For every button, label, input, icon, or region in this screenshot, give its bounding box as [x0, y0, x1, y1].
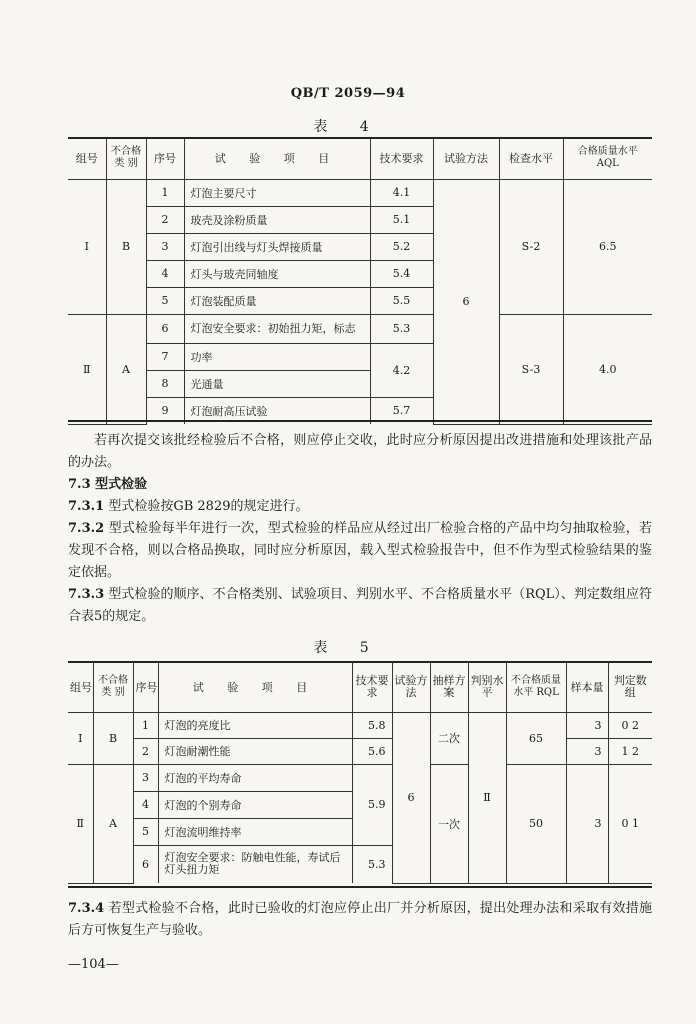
t5-req: 5.3 — [352, 845, 392, 883]
t4-seq: 2 — [146, 206, 184, 233]
clause-text: 型式检验按GB 2829的规定进行。 — [108, 499, 309, 514]
table5-bottom-rule — [68, 886, 652, 888]
t5-h-category: 不合格类 别 — [93, 662, 133, 712]
t4-aql-1: 6.5 — [563, 179, 652, 314]
t5-rql-1: 65 — [506, 712, 566, 764]
table4 — [68, 138, 652, 425]
section-title: 型式检验 — [95, 477, 148, 492]
t5-req: 5.6 — [352, 738, 392, 764]
t4-req: 4.1 — [370, 179, 433, 206]
t4-aql-2: 4.0 — [563, 314, 652, 424]
clause-text: 型式检验的顺序、不合格类别、试验项目、判别水平、不合格质量水平（RQL）、判定数组应符合表5的规定。 — [68, 587, 652, 624]
t5-h-judge: 判定数组 — [608, 662, 652, 712]
t5-item: 灯泡安全要求：防触电性能，寿试后灯头扭力矩 — [158, 845, 352, 883]
clause-7-3-3 — [68, 584, 652, 628]
t5-h-item: 试 验 项 目 — [158, 662, 352, 712]
t4-item: 功率 — [184, 343, 370, 370]
t4-h-method: 试验方法 — [433, 138, 499, 179]
t5-group-2: Ⅱ — [68, 764, 93, 883]
t4-item: 灯泡安全要求：初始扭力矩，标志 — [184, 314, 370, 343]
section-number: 7.3 — [68, 477, 91, 492]
t4-item: 玻壳及涂粉质量 — [184, 206, 370, 233]
t5-seq: 4 — [133, 791, 158, 818]
t5-seq: 6 — [133, 845, 158, 883]
t4-req: 5.7 — [370, 397, 433, 424]
t5-h-seq: 序号 — [133, 662, 158, 712]
page-number: —104— — [68, 957, 119, 972]
clause-number: 7.3.2 — [68, 521, 105, 536]
t5-judge: 1 2 — [608, 738, 652, 764]
t5-category-2: A — [93, 764, 133, 883]
t4-item: 灯泡引出线与灯头焊接质量 — [184, 233, 370, 260]
t4-category-1: B — [106, 179, 146, 314]
t4-req: 5.4 — [370, 260, 433, 287]
t4-group-1: Ⅰ — [68, 179, 106, 314]
t4-seq: 9 — [146, 397, 184, 424]
t4-seq: 3 — [146, 233, 184, 260]
t4-req: 5.1 — [370, 206, 433, 233]
t4-group-2: Ⅱ — [68, 314, 106, 424]
t5-rql-2: 50 — [506, 764, 566, 883]
t5-h-method: 试验方法 — [392, 662, 430, 712]
t5-h-requirement: 技术要求 — [352, 662, 392, 712]
t4-h-seq: 序号 — [146, 138, 184, 179]
t5-method: 6 — [392, 712, 430, 883]
t5-h-level: 判别水平 — [468, 662, 506, 712]
t5-scheme-2: 一次 — [430, 764, 468, 883]
t5-group-1: Ⅰ — [68, 712, 93, 764]
t5-item: 灯泡的个别寿命 — [158, 791, 352, 818]
t4-seq: 6 — [146, 314, 184, 343]
table5-caption: 表 5 — [313, 640, 383, 656]
table4-caption: 表 4 — [313, 119, 383, 135]
t5-category-1: B — [93, 712, 133, 764]
t4-seq: 7 — [146, 343, 184, 370]
t4-h-requirement: 技术要求 — [370, 138, 433, 179]
t4-req: 5.2 — [370, 233, 433, 260]
t4-item: 灯泡主要尺寸 — [184, 179, 370, 206]
t4-item: 灯头与玻壳同轴度 — [184, 260, 370, 287]
t4-item: 灯泡装配质量 — [184, 287, 370, 314]
t4-h-level: 检查水平 — [499, 138, 563, 179]
t4-category-2: A — [106, 314, 146, 424]
t5-seq: 2 — [133, 738, 158, 764]
t5-req: 5.9 — [352, 764, 392, 845]
t5-seq: 3 — [133, 764, 158, 791]
t5-item: 灯泡的亮度比 — [158, 712, 352, 738]
clause-number: 7.3.3 — [68, 587, 105, 602]
t4-item: 灯泡耐高压试验 — [184, 397, 370, 424]
clause-number: 7.3.1 — [68, 499, 105, 514]
standard-code: QB/T 2059—94 — [290, 86, 406, 101]
t5-scheme-1: 二次 — [430, 712, 468, 764]
clause-7-3-1 — [68, 496, 652, 518]
t4-h-group: 组号 — [68, 138, 106, 179]
clause-text: 若型式检验不合格，此时已验收的灯泡应停止出厂并分析原因，提出处理办法和采取有效措施后方可恢复生产与验收。 — [68, 901, 652, 938]
t5-h-sample: 样本量 — [566, 662, 608, 712]
t4-item: 光通量 — [184, 370, 370, 397]
t4-seq: 1 — [146, 179, 184, 206]
t5-h-group: 组号 — [68, 662, 93, 712]
t5-level: Ⅱ — [468, 712, 506, 883]
section-7-3-heading — [68, 474, 652, 496]
t4-seq: 8 — [146, 370, 184, 397]
t5-seq: 1 — [133, 712, 158, 738]
t5-item: 灯泡流明维持率 — [158, 818, 352, 845]
clause-text: 型式检验每半年进行一次，型式检验的样品应从经过出厂检验合格的产品中均匀抽取检验，若发现不合格，则以合格品换取，同时应分析原因，载入型式检验报告中，但不作为型式检验结果的鉴定依据。 — [68, 521, 652, 580]
t5-judge-2: 0 1 — [608, 764, 652, 883]
clause-number: 7.3.4 — [68, 901, 105, 916]
t5-req: 5.8 — [352, 712, 392, 738]
t4-h-aql: 合格质量水平 AQL — [563, 138, 652, 179]
t5-sample-2: 3 — [566, 764, 608, 883]
t4-h-item: 试 验 项 目 — [184, 138, 370, 179]
t5-judge: 0 2 — [608, 712, 652, 738]
t5-item: 灯泡耐潮性能 — [158, 738, 352, 764]
table4-bottom-rule — [68, 420, 652, 422]
t5-seq: 5 — [133, 818, 158, 845]
t5-h-scheme: 抽样方案 — [430, 662, 468, 712]
clause-7-3-2 — [68, 518, 652, 584]
clause-7-3-4 — [68, 898, 652, 942]
table5 — [68, 662, 652, 884]
t4-seq: 4 — [146, 260, 184, 287]
t4-req: 5.5 — [370, 287, 433, 314]
t4-req: 5.3 — [370, 314, 433, 343]
t4-h-category: 不合格类 别 — [106, 138, 146, 179]
t4-level-1: S-2 — [499, 179, 563, 314]
t4-seq: 5 — [146, 287, 184, 314]
t4-req: 4.2 — [370, 343, 433, 397]
t5-item: 灯泡的平均寿命 — [158, 764, 352, 791]
t5-h-rql: 不合格质量水平 RQL — [506, 662, 566, 712]
paragraph-reinspection: 若再次提交该批经检验后不合格，则应停止交收，此时应分析原因提出改进措施和处理该批产品的办法。 — [68, 433, 652, 470]
t4-method: 6 — [433, 179, 499, 424]
t5-sample: 3 — [566, 712, 608, 738]
t5-sample: 3 — [566, 738, 608, 764]
t4-level-2: S-3 — [499, 314, 563, 424]
